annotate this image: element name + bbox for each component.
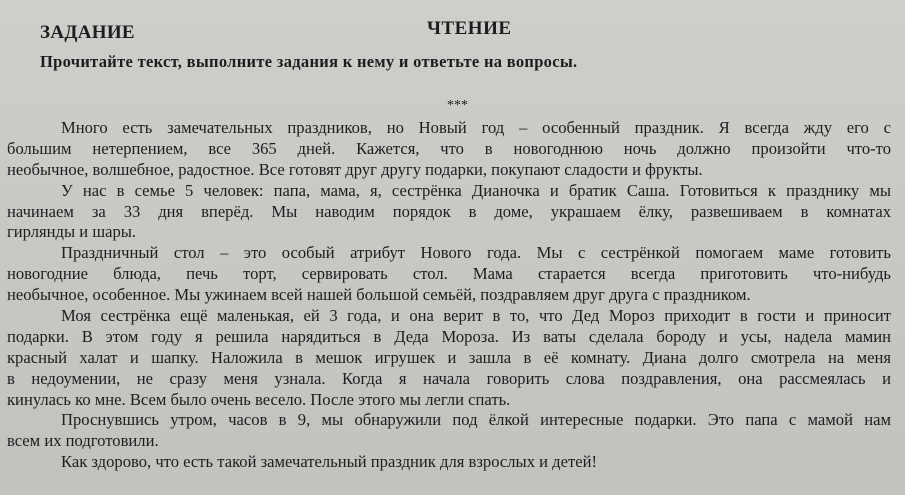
text-line: всем их подготовили. [7,431,159,451]
instruction-text: Прочитайте текст, выполните задания к нему и ответьте на вопросы. [40,52,578,71]
text-line: Проснувшись утром, часов в 9, мы обнаружили под ёлкой интересные подарки. Это папа с мамой нам [61,410,891,430]
section-title: ЧТЕНИЕ [427,18,512,39]
document-header [40,18,880,88]
text-line: большим нетерпением, все 365 дней. Кажется, что в новогоднюю ночь должно произойти что-то [7,138,891,158]
task-label: ЗАДАНИЕ [40,22,135,43]
text-divider: *** [447,98,468,113]
text-line: Праздничный стол – это особый атрибут Нового года. Мы с сестрёнкой помогаем маме готовить [61,243,891,263]
text-line: Моя сестрёнка ещё маленькая, ей 3 года, и она верит в то, что Дед Мороз приходит в гости и приносит [61,306,891,326]
text-line: подарки. В этом году я решила нарядиться в Деда Мороза. Из ваты сделала бороду и усы, надела мамин [7,326,891,346]
text-line: необычное, волшебное, радостное. Все готовят друг другу подарки, покупают сладости и фрукты. [7,159,703,179]
text-line: начинаем за 33 дня вперёд. Мы наводим порядок в доме, украшаем ёлку, развешиваем в комнатах [7,201,891,221]
text-line: Много есть замечательных праздников, но Новый год – особенный праздник. Я всегда жду его с [61,118,891,137]
text-line: гирлянды и шары. [7,222,137,242]
reading-text [7,118,891,473]
text-line: в недоумении, не сразу меня узнала. Когда я начала говорить слова поздравления, она рассмеялась и [7,368,891,388]
text-line: красный халат и шапку. Наложила в мешок игрушек и зашла в её комнату. Диана долго смотрела на меня [7,347,891,367]
text-line: необычное, особенное. Мы ужинаем всей нашей большой семьёй, поздравляем друг друга с праздником. [7,285,751,305]
text-line: кинулась ко мне. Всем было очень весело. После этого мы легли спать. [7,389,511,409]
text-line: новогодние блюда, печь торт, сервировать стол. Мама старается всегда приготовить что-нибудь [7,264,891,284]
text-line: Как здорово, что есть такой замечательный праздник для взрослых и детей! [61,452,598,472]
text-line: У нас в семье 5 человек: папа, мама, я, сестрёнка Дианочка и братик Саша. Готовиться к празднику мы [61,180,891,200]
